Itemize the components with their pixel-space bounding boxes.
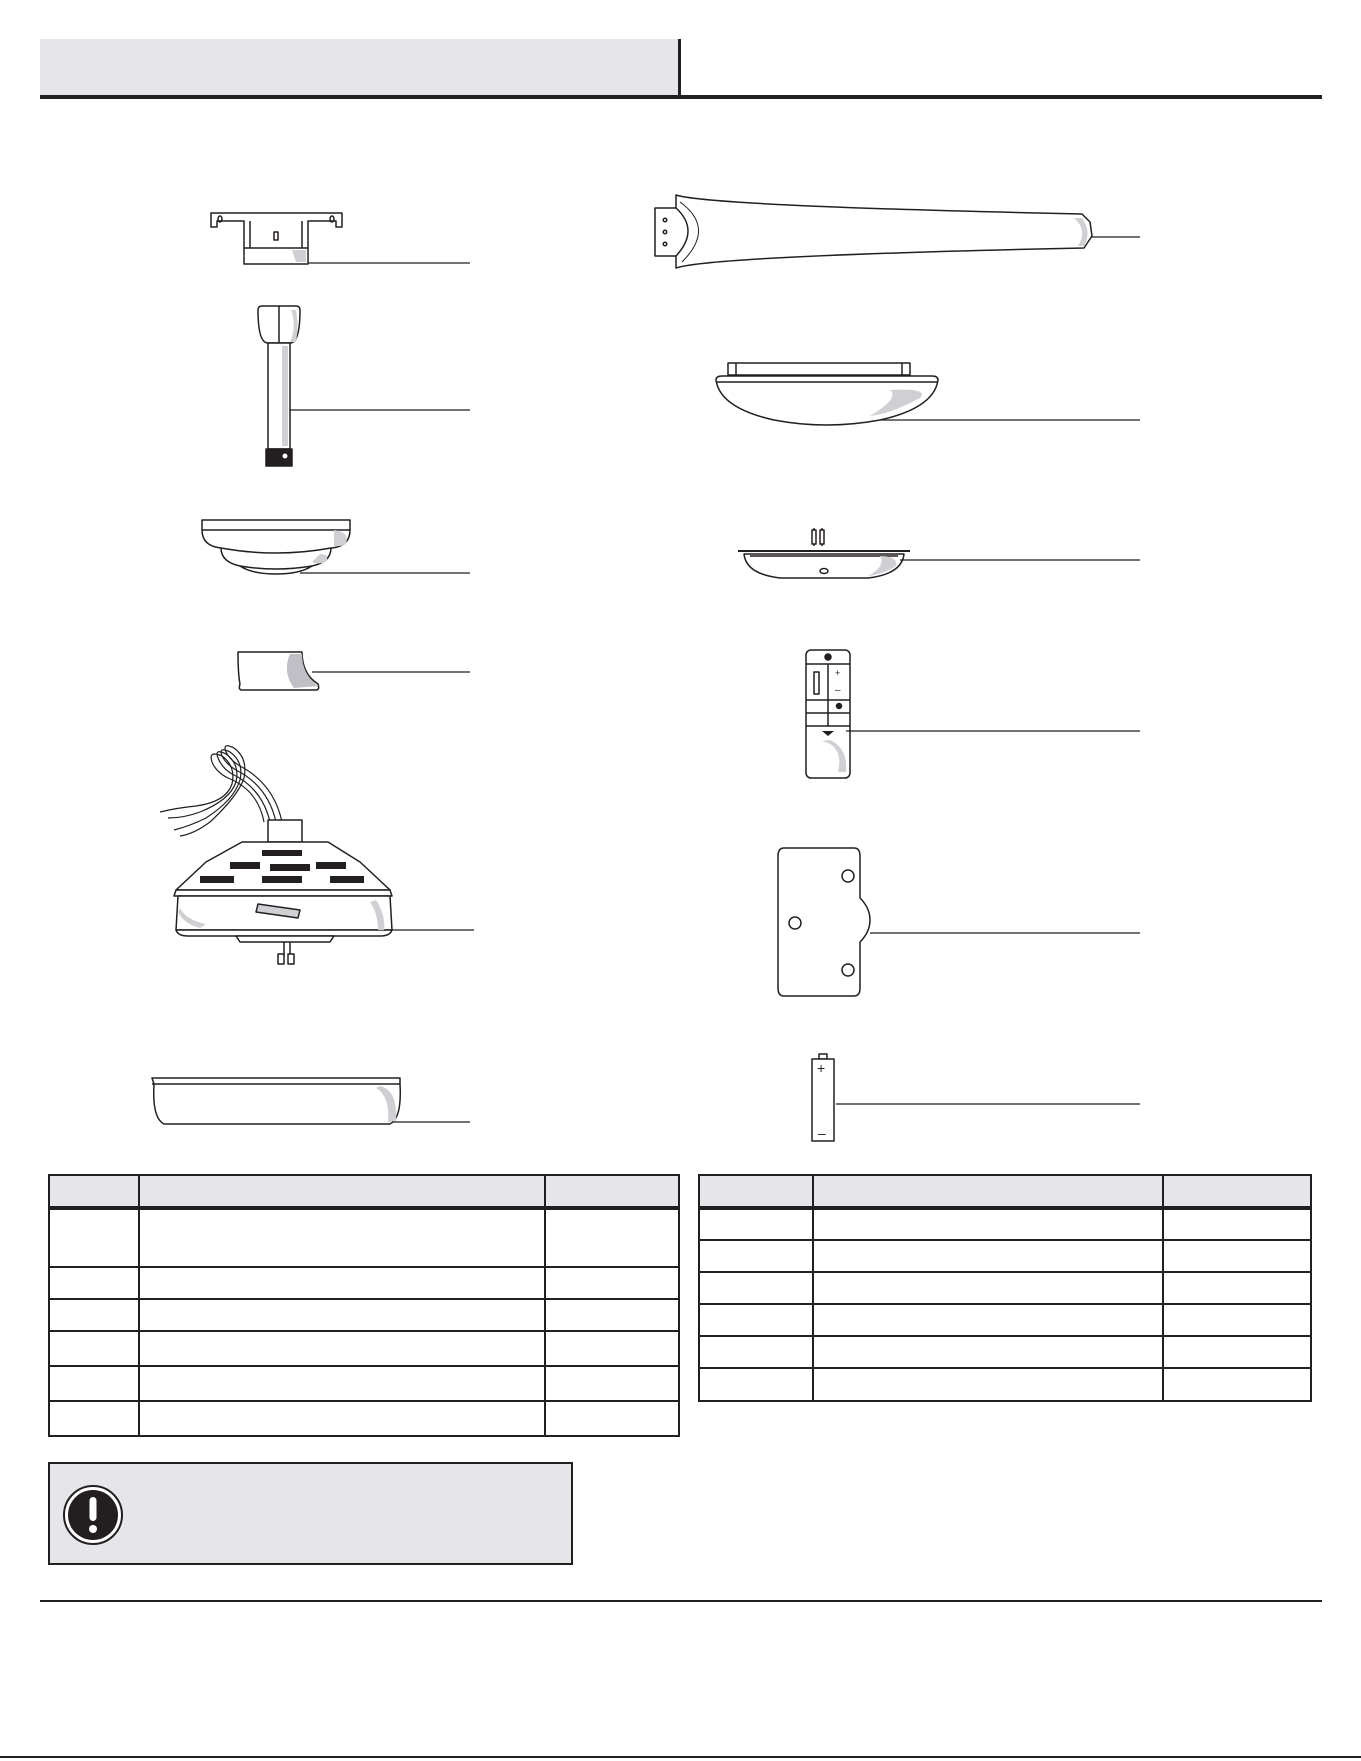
table-cell [699,1272,813,1304]
table-cell [1163,1336,1311,1368]
notice-box [48,1462,573,1565]
svg-text:–: – [818,1125,826,1141]
table-cell [545,1331,679,1366]
mounting-bracket-illustration [211,213,342,264]
table-cell [139,1267,545,1299]
canopy-illustration [202,520,350,574]
table-header-cell [545,1175,679,1208]
led-light-kit-illustration [738,528,910,578]
svg-text:+: + [817,1060,826,1076]
table-row [49,1366,679,1401]
table-cell [139,1401,545,1436]
table-cell [545,1208,679,1267]
table-header-cell [699,1175,813,1208]
table-row [699,1304,1311,1336]
table-cell [49,1331,139,1366]
remote-holder-illustration [778,848,870,996]
page-bottom-rule [0,1756,1361,1758]
light-glass-illustration [716,363,938,425]
table-header-cell [1163,1175,1311,1208]
table-cell [813,1368,1163,1401]
table-cell [49,1267,139,1299]
parts-table-left [48,1174,680,1437]
table-header-cell [813,1175,1163,1208]
battery-illustration [812,1054,834,1141]
table-cell [1163,1208,1311,1240]
table-header-cell [139,1175,545,1208]
table-cell [545,1267,679,1299]
table-cell [813,1304,1163,1336]
table-cell [49,1299,139,1331]
table-cell [49,1401,139,1436]
table-header-cell [49,1175,139,1208]
table-row [49,1299,679,1331]
footer-rule [40,1600,1322,1602]
table-cell [49,1208,139,1267]
table-row [699,1240,1311,1272]
table-cell [139,1331,545,1366]
table-header-row [699,1175,1311,1208]
table-row [699,1336,1311,1368]
table-cell [813,1336,1163,1368]
table-cell [49,1366,139,1401]
table-cell [1163,1240,1311,1272]
table-cell [545,1299,679,1331]
table-cell [545,1366,679,1401]
table-cell [545,1401,679,1436]
table-cell [813,1240,1163,1272]
table-row [699,1208,1311,1240]
table-cell [139,1366,545,1401]
table-header-row [49,1175,679,1208]
table-row [699,1368,1311,1401]
table-cell [1163,1368,1311,1401]
table-row [49,1401,679,1436]
fan-blade-illustration [655,195,1092,268]
remote-control-illustration [806,650,850,778]
table-cell [699,1208,813,1240]
table-cell [139,1208,545,1267]
parts-table-right [698,1174,1312,1402]
table-cell [699,1304,813,1336]
table-cell [1163,1304,1311,1336]
exclamation-circle-icon [62,1484,124,1546]
downrod-illustration [258,306,300,466]
table-cell [699,1368,813,1401]
table-cell [699,1240,813,1272]
svg-text:–: – [835,685,841,696]
table-cell [813,1272,1163,1304]
table-cell [1163,1272,1311,1304]
table-row [699,1272,1311,1304]
motor-assembly-illustration [160,746,392,964]
table-row [49,1267,679,1299]
table-cell [699,1336,813,1368]
coupling-cover-illustration [238,652,319,690]
table-row [49,1331,679,1366]
switch-housing-illustration [152,1078,400,1124]
table-cell [813,1208,1163,1240]
svg-text:+: + [835,668,841,678]
table-row [49,1208,679,1267]
table-cell [139,1299,545,1331]
